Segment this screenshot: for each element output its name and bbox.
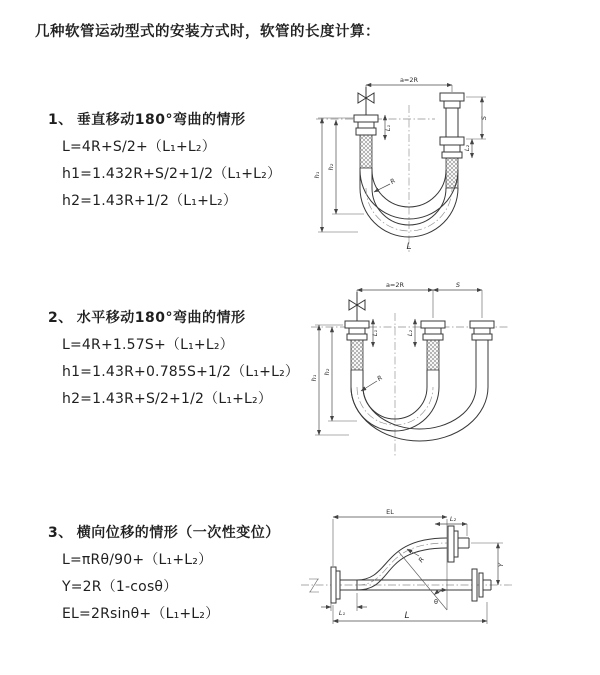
braid-hose-section-left — [360, 135, 372, 168]
radius-callout — [407, 549, 426, 564]
dim-label-stroke: S — [480, 115, 488, 121]
formula-h1: h1=1.432R+S/2+1/2（L₁+L₂） — [62, 166, 282, 182]
dim-label-h2: h₂ — [327, 163, 335, 171]
dim-label-radius: R — [375, 373, 385, 383]
formula-el: EL=2Rsinθ+（L₁+L₂） — [62, 606, 220, 622]
dimension-l1 — [371, 319, 379, 347]
right-pipe-stub — [446, 108, 458, 137]
dim-label-h2: h₂ — [323, 368, 331, 376]
dimension-stroke-s — [433, 281, 482, 290]
page-title: 几种软管运动型式的安装方式时，软管的长度计算： — [35, 24, 380, 40]
right-flange-fitting-lower — [440, 137, 464, 158]
section-vertical-movement — [48, 107, 281, 215]
section-2-heading — [48, 305, 299, 332]
valve-icon — [358, 87, 374, 115]
dim-label-y: Y — [497, 563, 505, 567]
dim-label-h1: h₁ — [313, 171, 321, 179]
formula-h1: h1=1.43R+0.785S+1/2（L₁+L₂） — [62, 364, 300, 380]
left-flange-fitting — [345, 321, 369, 340]
diagram-lateral-displacement — [295, 503, 595, 653]
section-horizontal-movement — [48, 305, 299, 413]
dimension-stroke-s — [466, 97, 488, 139]
upper-flange-fitting — [448, 526, 469, 562]
formula-length: L=πRθ/90+（L₁+L₂） — [62, 552, 213, 568]
section-3-number: 3、 — [48, 525, 73, 541]
dim-label-span: a=2R — [385, 281, 405, 289]
dim-label-theta: θ — [434, 598, 438, 606]
dim-label-l2: L₂ — [406, 329, 414, 337]
dim-label-stroke: S — [455, 281, 461, 289]
dim-label-l1: L₁ — [384, 124, 392, 132]
dim-label-radius: R — [388, 176, 398, 186]
dim-label-h1: h₁ — [310, 374, 318, 382]
formula-h2: h2=1.43R+S/2+1/2（L₁+L₂） — [62, 391, 273, 407]
section-1-number: 1、 — [48, 112, 73, 128]
hose-u-curves — [351, 340, 488, 441]
section-3-heading — [48, 520, 280, 547]
right-flange-fitting — [470, 321, 494, 340]
section-3-title: 横向位移的情形（一次性变位） — [76, 525, 280, 541]
dim-label-l2: L₂ — [449, 515, 457, 523]
diagram-horizontal-180-bend — [305, 275, 595, 465]
section-2-title: 水平移动180°弯曲的情形 — [76, 310, 246, 326]
formula-y: Y=2R（1-cosθ） — [62, 579, 178, 595]
diagram-vertical-180-bend — [310, 70, 540, 260]
pipe-break-symbol — [309, 579, 319, 592]
dim-label-el: EL — [386, 508, 394, 516]
radius-callout — [361, 374, 384, 391]
valve-icon — [349, 292, 365, 321]
dim-label-length: L — [406, 242, 412, 252]
formula-h2: h2=1.43R+1/2（L₁+L₂） — [62, 193, 238, 209]
dimension-length — [333, 602, 487, 624]
dimension-h1 — [310, 325, 349, 435]
dim-label-radius: R — [416, 555, 426, 565]
middle-flange-fitting — [421, 321, 445, 340]
dimension-l1 — [321, 593, 367, 617]
right-flange-fitting — [472, 569, 491, 601]
dim-label-l1: L₁ — [371, 329, 379, 337]
formula-length: L=4R+S/2+（L₁+L₂） — [62, 139, 216, 155]
dim-label-l2: L₂ — [463, 144, 471, 152]
dimension-l2 — [406, 319, 415, 347]
s-curve-hose-displaced — [357, 538, 447, 590]
section-2-number: 2、 — [48, 310, 73, 326]
dimension-span-a2r — [357, 281, 482, 318]
dimension-span-a2r — [366, 76, 452, 96]
braid-hose-section-left — [351, 340, 363, 370]
left-flange-fitting — [354, 115, 378, 135]
braid-hose-section-middle — [427, 340, 439, 370]
section-1-heading — [48, 107, 281, 134]
dim-label-length: L — [404, 611, 410, 621]
dimension-h1 — [313, 118, 358, 232]
section-1-title: 垂直移动180°弯曲的情形 — [76, 112, 246, 128]
formula-length: L=4R+1.57S+（L₁+L₂） — [62, 337, 234, 353]
dim-label-l1: L₁ — [338, 609, 346, 617]
right-flange-fitting-upper — [440, 93, 464, 108]
left-flange-fitting — [331, 567, 357, 603]
dim-label-span: a=2R — [399, 76, 419, 84]
section-lateral-displacement — [48, 520, 280, 628]
